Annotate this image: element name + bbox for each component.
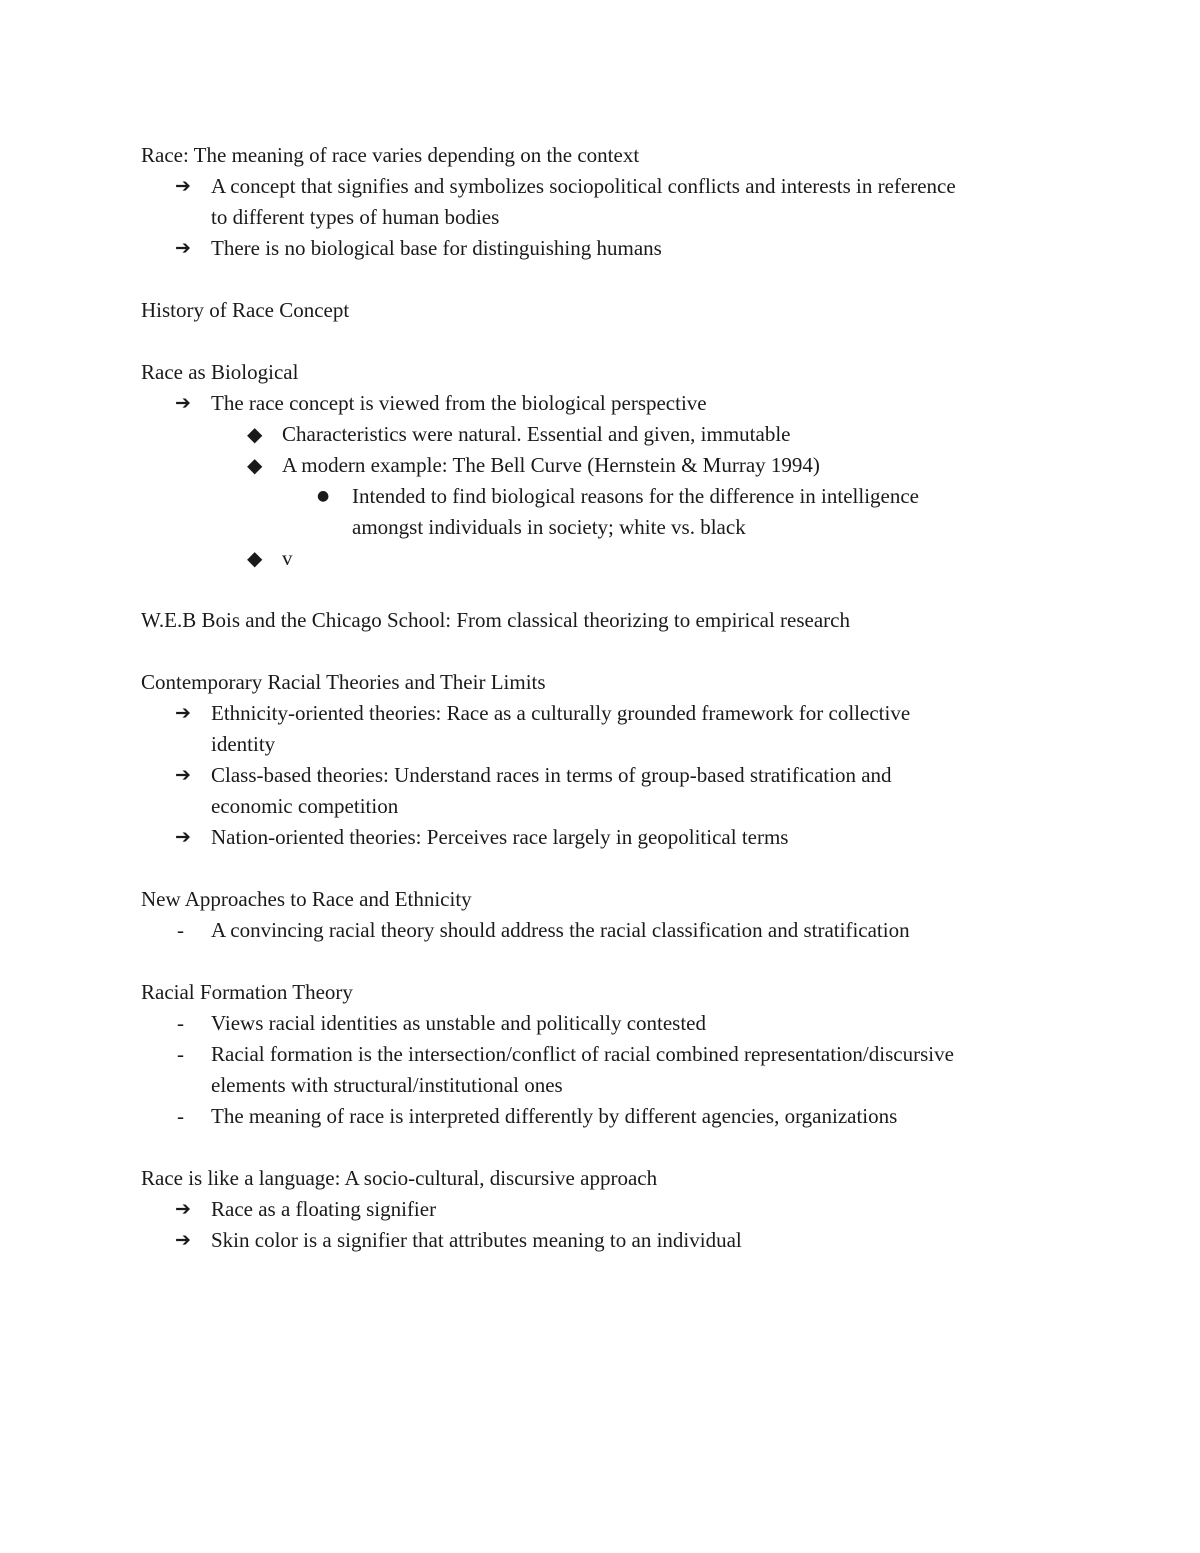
section-heading-biological: Race as Biological xyxy=(141,360,299,384)
spacer xyxy=(141,574,1061,605)
arrow-bullet-icon: ➔ xyxy=(175,1229,191,1251)
list-item-text: Class-based theories: Understand races in terms of group-based stratification and xyxy=(211,763,892,787)
dash-bullet-icon: - xyxy=(177,918,184,942)
list-item xyxy=(141,1225,1061,1256)
dash-bullet-icon: - xyxy=(177,1104,184,1128)
spacer xyxy=(141,264,1061,295)
list-item-continuation: to different types of human bodies xyxy=(211,205,500,229)
list-item-continuation: economic competition xyxy=(211,794,399,818)
list-item-text: Views racial identities as unstable and politically contested xyxy=(211,1011,707,1035)
list-item-text: A concept that signifies and symbolizes sociopolitical conflicts and interests in reference xyxy=(211,174,956,198)
section-heading-history: History of Race Concept xyxy=(141,298,350,322)
sub-sub-list-item xyxy=(141,481,1061,512)
diamond-bullet-icon: ◆ xyxy=(247,422,263,446)
spacer xyxy=(141,326,1061,357)
section-heading-new-approaches: New Approaches to Race and Ethnicity xyxy=(141,887,472,911)
diamond-bullet-icon: ◆ xyxy=(247,453,263,477)
arrow-bullet-icon: ➔ xyxy=(175,237,191,259)
list-item xyxy=(141,233,1061,264)
section-heading-language: Race is like a language: A socio-cultural, discursive approach xyxy=(141,1166,658,1190)
arrow-bullet-icon: ➔ xyxy=(175,175,191,197)
arrow-bullet-icon: ➔ xyxy=(175,826,191,848)
sub-sub-list-item-text: Intended to find biological reasons for the difference in intelligence xyxy=(352,484,919,508)
list-item xyxy=(141,822,1061,853)
list-item-continuation: identity xyxy=(211,732,276,756)
sub-list-item-text: Characteristics were natural. Essential and given, immutable xyxy=(282,422,791,446)
section-heading-formation: Racial Formation Theory xyxy=(141,980,353,1004)
list-item-text: Ethnicity-oriented theories: Race as a culturally grounded framework for collective xyxy=(211,701,911,725)
section-heading-race: Race: The meaning of race varies depending on the context xyxy=(141,143,640,167)
document-page xyxy=(141,140,1061,1256)
list-item xyxy=(141,698,1061,729)
spacer xyxy=(141,636,1061,667)
dash-bullet-icon: - xyxy=(177,1011,184,1035)
list-item-text: The race concept is viewed from the biological perspective xyxy=(211,391,707,415)
arrow-bullet-icon: ➔ xyxy=(175,392,191,414)
spacer xyxy=(141,946,1061,977)
list-item xyxy=(141,915,1061,946)
list-item-text: A convincing racial theory should address the racial classification and stratification xyxy=(211,918,910,942)
dash-bullet-icon: - xyxy=(177,1042,184,1066)
sub-list-item xyxy=(141,450,1061,481)
list-item-text: Skin color is a signifier that attributes meaning to an individual xyxy=(211,1228,742,1252)
diamond-bullet-icon: ◆ xyxy=(247,546,263,570)
section-heading-contemporary: Contemporary Racial Theories and Their Limits xyxy=(141,670,546,694)
list-item-text: Nation-oriented theories: Perceives race largely in geopolitical terms xyxy=(211,825,789,849)
arrow-bullet-icon: ➔ xyxy=(175,1198,191,1220)
list-item xyxy=(141,171,1061,202)
list-item xyxy=(141,1101,1061,1132)
list-item-text: Racial formation is the intersection/conflict of racial combined representation/discursive xyxy=(211,1042,954,1066)
arrow-bullet-icon: ➔ xyxy=(175,702,191,724)
list-item-text: Race as a floating signifier xyxy=(211,1197,437,1221)
list-item xyxy=(141,388,1061,419)
sub-list-item-text: A modern example: The Bell Curve (Hernstein & Murray 1994) xyxy=(282,453,820,477)
spacer xyxy=(141,1132,1061,1163)
list-item-continuation: elements with structural/institutional ones xyxy=(211,1073,563,1097)
sub-list-item xyxy=(141,543,1061,574)
sub-sub-list-item-continuation: amongst individuals in society; white vs. black xyxy=(352,515,746,539)
spacer xyxy=(141,853,1061,884)
list-item-text: The meaning of race is interpreted differently by different agencies, organizations xyxy=(211,1104,898,1128)
dot-bullet-icon: ● xyxy=(317,488,330,504)
arrow-bullet-icon: ➔ xyxy=(175,764,191,786)
list-item-text: There is no biological base for distinguishing humans xyxy=(211,236,662,260)
section-heading-web-bois: W.E.B Bois and the Chicago School: From classical theorizing to empirical research xyxy=(141,608,850,632)
sub-list-item xyxy=(141,419,1061,450)
list-item xyxy=(141,760,1061,791)
list-item xyxy=(141,1008,1061,1039)
sub-list-item-text: v xyxy=(282,546,293,570)
list-item xyxy=(141,1039,1061,1070)
list-item xyxy=(141,1194,1061,1225)
